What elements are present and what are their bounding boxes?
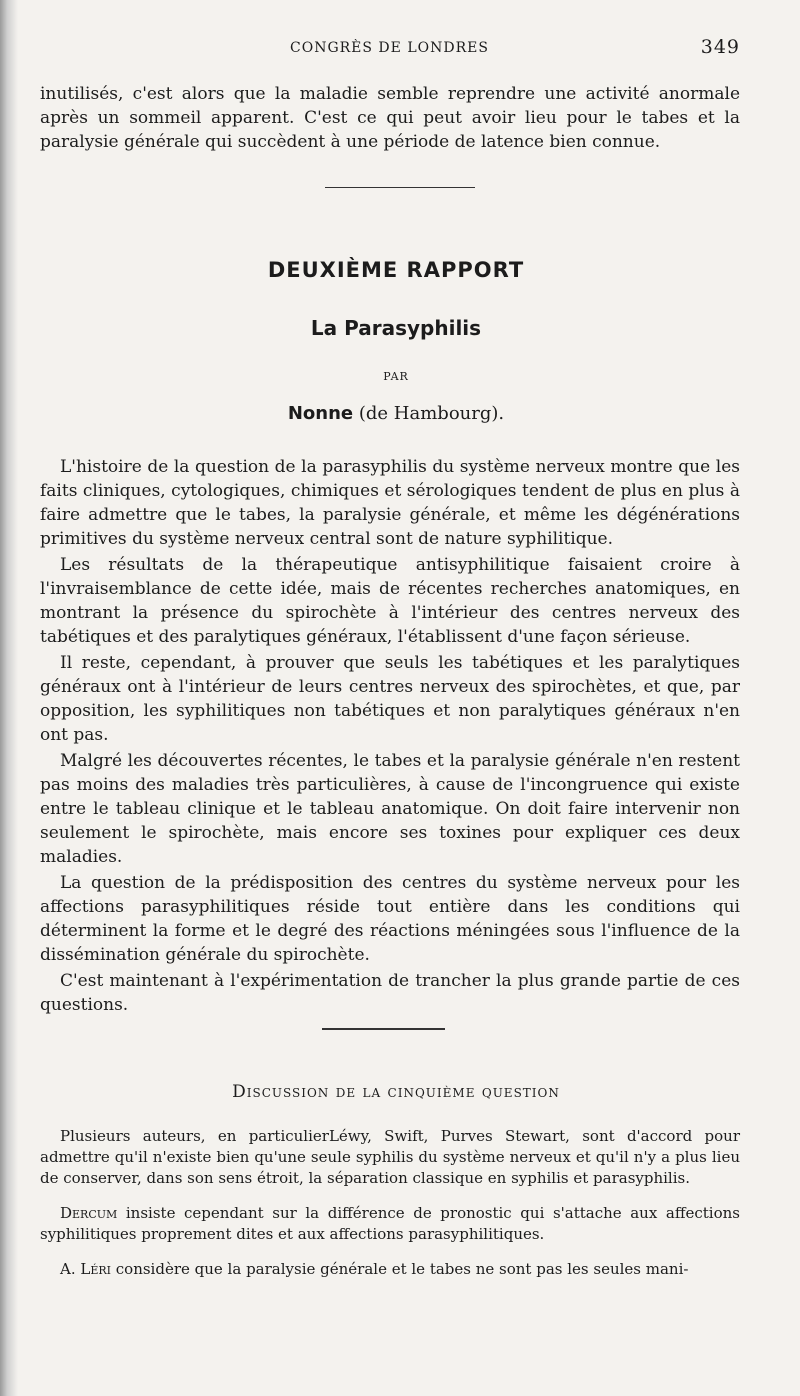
section-divider-top <box>325 187 475 188</box>
page-number: 349 <box>700 36 740 58</box>
report-paragraph-3: Il reste, cependant, à prouver que seuls les tabétiques et les paralytiques généraux ont à l'intérieur de leurs centres nerveux des spirochètes, et que, par opposition, les syphilitiques non tabétiques et non paralytiques généraux n'en ont pas. <box>40 653 740 745</box>
report-paragraph-2: Les résultats de la thérapeutique antisyphilitique faisaient croire à l'invraisemblance de cette idée, mais de récentes recherches anatomiques, en montrant la présence du spirochète à l'intérieur des centres nerveux des tabétiques et des paralytiques généraux, l'établissent d'une façon sérieuse. <box>40 555 740 647</box>
intro-paragraph-block <box>40 82 740 154</box>
book-page <box>40 0 752 1396</box>
author-origin: (de Hambourg). <box>358 403 505 424</box>
report-heading: DEUXIÈME RAPPORT <box>267 258 525 282</box>
report-author <box>40 403 752 424</box>
author-leri: A. Léri <box>60 1260 111 1278</box>
discussion-paragraph-1: Plusieurs auteurs, en particulierLéwy, Swift, Purves Stewart, sont d'accord pour admettre qu'il n'existe bien qu'une seule syphilis du système nerveux et qu'il n'y a plus lieu de conserver, dans son sens étroit, la séparation classique en syphilis et parasyphilis. <box>40 1127 740 1187</box>
discussion-heading: Discussion de la cinquième question <box>232 1082 560 1102</box>
report-by: PAR <box>383 370 409 383</box>
section-divider-bottom <box>322 1028 445 1030</box>
intro-paragraph: inutilisés, c'est alors que la maladie semble reprendre une activité anormale après un sommeil apparent. C'est ce qui peut avoir lieu pour le tabes et la paralysie générale qui succèdent à une période de latence bien connue. <box>40 84 740 152</box>
report-title: La Parasyphilis <box>310 316 482 340</box>
discussion-paragraph-2 <box>40 1203 740 1245</box>
author-name: Nonne <box>287 403 354 424</box>
report-paragraph-6: C'est maintenant à l'expérimentation de trancher la plus grande partie de ces questions. <box>40 971 740 1015</box>
report-paragraph-5: La question de la prédisposition des centres du système nerveux pour les affections parasyphilitiques réside tout entière dans les conditions qui déterminent la forme et le degré des réactions méningées sous l'influence de la dissémination générale du spirochète. <box>40 873 740 965</box>
report-body <box>40 455 740 1017</box>
report-paragraph-4: Malgré les découvertes récentes, le tabes et la paralysie générale n'en restent pas moins des maladies très particulières, à cause de l'incongruence qui existe entre le tableau clinique et le tableau anatomique. On doit faire intervenir non seulement le spirochète, mais encore ses toxines pour expliquer ces deux maladies. <box>40 751 740 867</box>
report-paragraph-1: L'histoire de la question de la parasyphilis du système nerveux montre que les faits cliniques, cytologiques, chimiques et sérologiques tendent de plus en plus à faire admettre que le tabes, la paralysie générale, et même les dégénérations primitives du système nerveux central sont de nature syphilitique. <box>40 457 740 549</box>
running-title: CONGRÈS DE LONDRES <box>290 40 489 56</box>
discussion-paragraph-3 <box>40 1259 740 1280</box>
discussion-paragraph-3-text: considère que la paralysie générale et le tabes ne sont pas les seules mani- <box>111 1260 689 1278</box>
author-dercum: Dercum <box>60 1204 118 1222</box>
page-edge-shadow <box>0 0 18 1396</box>
discussion-paragraph-2-text: insiste cependant sur la différence de pronostic qui s'attache aux affections syphilitiques proprement dites et aux affections parasyphilitiques. <box>40 1204 740 1243</box>
discussion-body <box>40 1126 740 1280</box>
